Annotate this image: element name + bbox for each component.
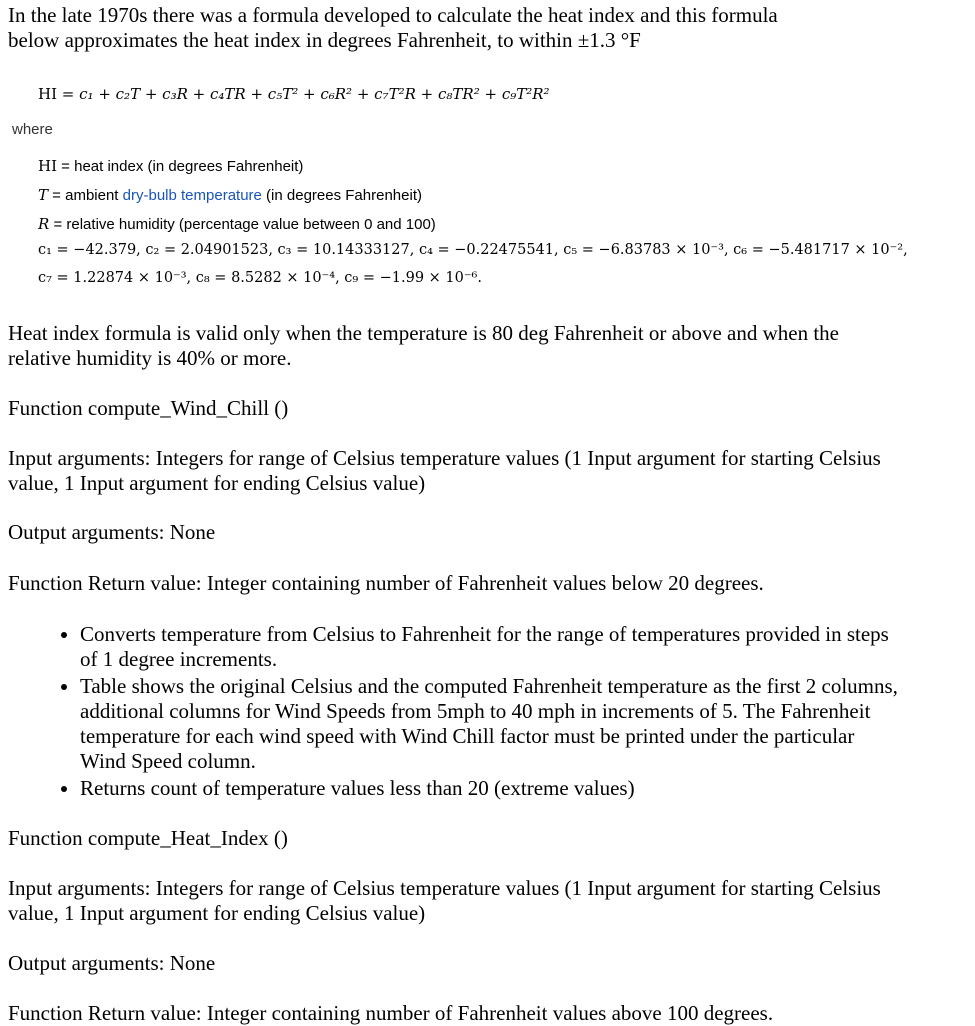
formula-rhs: = c₁ + c₂T + c₃R + c₄TR + c₅T² + c₆R² + c₇T²R + c₈TR² + c₉T²R²: [61, 85, 550, 103]
intro-line-2: below approximates the heat index in degrees Fahrenheit, to within ±1.3 °F: [8, 28, 641, 52]
definition-r: [38, 214, 436, 243]
definition-text-after: (in degrees Fahrenheit): [261, 187, 422, 204]
wind-chill-function-title: Function compute_Wind_Chill (): [8, 396, 289, 420]
heat-index-input-line-1: Input arguments: Integers for range of Celsius temperature values (1 Input argument for starting Celsius: [8, 876, 881, 900]
validity-line-2: relative humidity is 40% or more.: [8, 346, 292, 370]
definition-text: = heat index (in degrees Fahrenheit): [57, 158, 304, 175]
heat-index-definition-block: [0, 0, 975, 293]
intro-line-1: In the late 1970s there was a formula developed to calculate the heat index and this formula: [8, 3, 778, 27]
definition-hi: [38, 156, 436, 185]
heat-index-function-title: Function compute_Heat_Index (): [8, 826, 288, 850]
definition-text: = ambient: [48, 187, 123, 204]
heat-index-formula: [38, 85, 550, 103]
where-label: where: [12, 121, 53, 138]
heat-index-return-value: Function Return value: Integer containing number of Fahrenheit values above 100 degrees.: [8, 1001, 774, 1025]
wind-chill-input-arguments: [8, 446, 958, 496]
bullet-line: temperature for each wind speed with Wind Chill factor must be printed under the particular: [80, 724, 855, 748]
wind-chill-input-line-1: Input arguments: Integers for range of Celsius temperature values (1 Input argument for starting Celsius: [8, 446, 881, 470]
validity-paragraph: [8, 321, 958, 371]
validity-line-1: Heat index formula is valid only when the temperature is 80 deg Fahrenheit or above and when the: [8, 321, 839, 345]
heat-index-input-line-2: value, 1 Input argument for ending Celsius value): [8, 901, 426, 925]
bullet-item: [80, 622, 970, 672]
definitions-list: [38, 156, 436, 243]
bullet-line: additional columns for Wind Speeds from 5mph to 40 mph in increments of 5. The Fahrenheit: [80, 699, 871, 723]
coefficients-line-2: c₇ = 1.22874 × 10⁻³, c₈ = 8.5282 × 10⁻⁴, c₉ = −1.99 × 10⁻⁶.: [38, 270, 482, 286]
definition-t: [38, 185, 436, 214]
intro-paragraph: [8, 3, 958, 53]
dry-bulb-temperature-link[interactable]: dry-bulb temperature: [122, 187, 262, 204]
wind-chill-output-arguments: Output arguments: None: [8, 520, 216, 544]
wind-chill-return-value: Function Return value: Integer containing number of Fahrenheit values below 20 degrees.: [8, 571, 764, 595]
definition-symbol: T: [38, 186, 49, 204]
bullet-line: Converts temperature from Celsius to Fahrenheit for the range of temperatures provided in steps: [80, 622, 889, 646]
wind-chill-input-line-2: value, 1 Input argument for ending Celsius value): [8, 471, 426, 495]
coefficients-line-1: c₁ = −42.379, c₂ = 2.04901523, c₃ = 10.14333127, c₄ = −0.22475541, c₅ = −6.83783 × 10⁻³, c₆ = −5.481717 × 10⁻²,: [38, 242, 908, 258]
bullet-line: Returns count of temperature values less than 20 (extreme values): [80, 776, 635, 800]
formula-lhs: HI: [38, 85, 58, 103]
heat-index-output-arguments: Output arguments: None: [8, 951, 216, 975]
bullet-line: Table shows the original Celsius and the computed Fahrenheit temperature as the first 2 columns,: [80, 674, 898, 698]
bullet-item: [80, 776, 970, 801]
heat-index-input-arguments: [8, 876, 958, 926]
wind-chill-bullet-list: [40, 622, 970, 803]
definition-symbol: R: [38, 215, 50, 233]
definition-symbol: HI: [38, 157, 58, 175]
bullet-item: [80, 674, 970, 774]
definition-text: = relative humidity (percentage value between 0 and 100): [49, 216, 436, 233]
bullet-line: Wind Speed column.: [80, 749, 256, 773]
bullet-line: of 1 degree increments.: [80, 647, 278, 671]
